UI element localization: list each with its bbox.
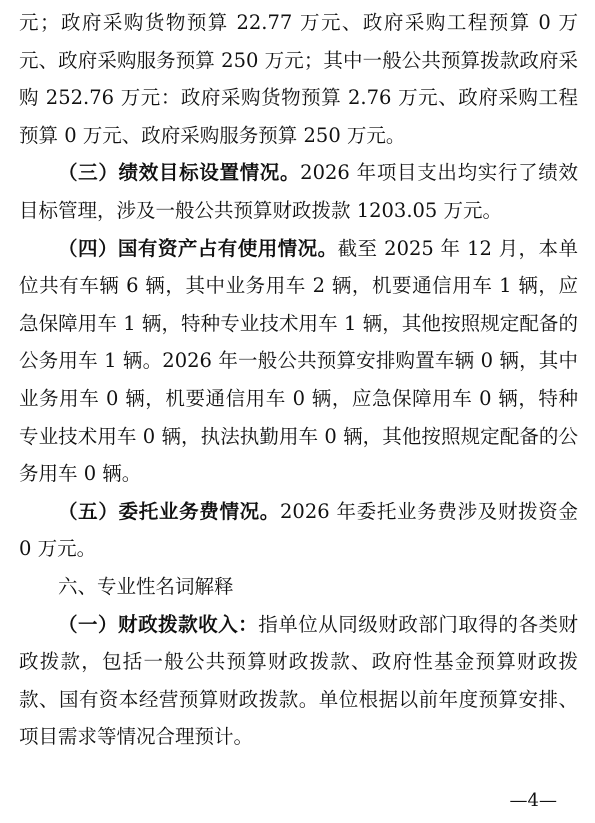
paragraph-text: 截至 2025 年 12 月，本单位共有车辆 6 辆，其中业务用车 2 辆，机要通信用车 1 辆，应急保障用车 1 辆，特种专业技术用车 1 辆，其他按照规定配备的公务用车 1 辆。2026 年一般公共预算安排购置车辆 0 辆，其中业务用车 0 辆，机要通信用车 0 辆，应急保障用车 0 辆，特种专业技术用车 0 辆，执法执勤用车 0 辆，其他按照规定配备的公务用车 0 辆。	[19, 236, 578, 486]
paragraph-lead: （一）财政拨款收入：	[58, 612, 259, 636]
paragraph-commissioned-services	[19, 493, 578, 568]
paragraph-lead: （三）绩效目标设置情况。	[58, 161, 301, 185]
paragraph-text: 2026 年项目支出均实行了绩效目标管理，涉及一般公共预算财政拨款 1203.05 万元。	[19, 161, 578, 222]
paragraph-lead: （四）国有资产占有使用情况。	[58, 236, 338, 260]
section-heading-text: 六、专业性名词解释	[58, 574, 234, 598]
paragraph-text: 元；政府采购货物预算 22.77 万元、政府采购工程预算 0 万元、政府采购服务预算 250 万元；其中一般公共预算拨款政府采购 252.76 万元：政府采购货物预算 2.76 万元、政府采购工程预算 0 万元、政府采购服务预算 250 万元。	[19, 11, 578, 147]
paragraph-procurement-continued	[19, 4, 578, 154]
paragraph-text: 2026 年委托业务费涉及财拨资金 0 万元。	[19, 499, 578, 561]
section-heading	[19, 568, 578, 606]
page-number: —4—	[509, 790, 557, 811]
paragraph-lead: （五）委托业务费情况。	[58, 499, 280, 523]
paragraph-text: 指单位从同级财政部门取得的各类财政拨款，包括一般公共预算财政拨款、政府性基金预算财政拨款、国有资本经营预算财政拨款。单位根据以前年度预算安排、项目需求等情况合理预计。	[19, 612, 578, 749]
paragraph-performance-targets	[19, 154, 578, 229]
paragraph-state-assets	[19, 230, 578, 493]
paragraph-fiscal-appropriation-income	[19, 606, 578, 756]
